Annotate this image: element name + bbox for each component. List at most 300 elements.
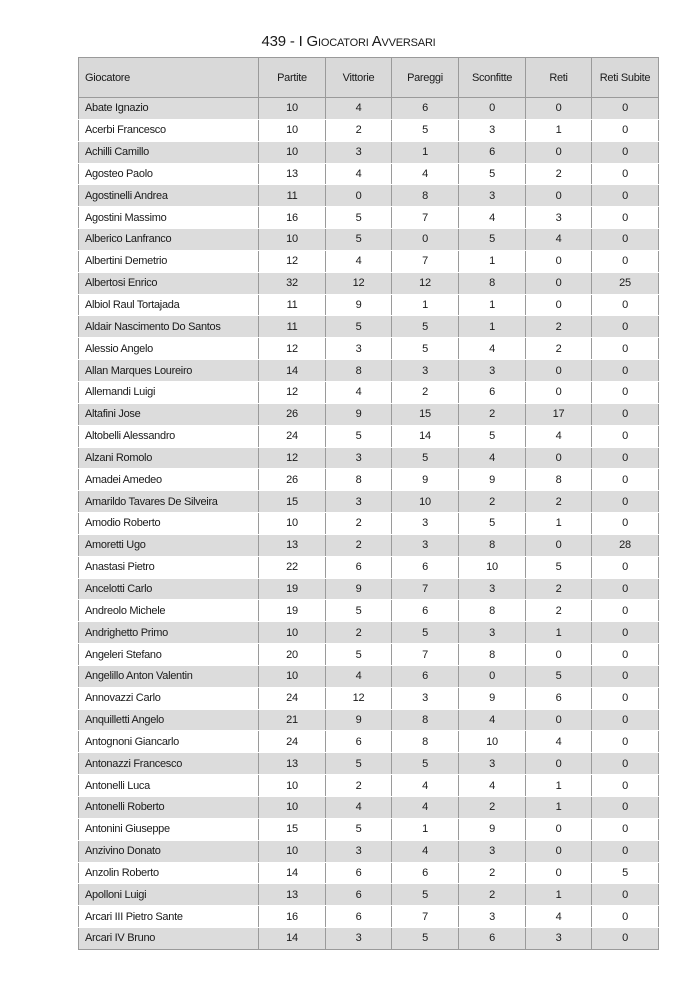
partite-cell: 11 bbox=[259, 316, 326, 338]
pareggi-cell: 7 bbox=[392, 644, 459, 666]
reti-subite-cell: 0 bbox=[592, 163, 659, 185]
partite-cell: 15 bbox=[259, 818, 326, 840]
partite-cell: 13 bbox=[259, 753, 326, 775]
pareggi-cell: 5 bbox=[392, 316, 459, 338]
sconfitte-cell: 2 bbox=[459, 862, 526, 884]
table-row bbox=[79, 862, 659, 884]
pareggi-cell: 3 bbox=[392, 534, 459, 556]
partite-cell: 14 bbox=[259, 360, 326, 382]
sconfitte-cell: 5 bbox=[459, 513, 526, 535]
table-row bbox=[79, 928, 659, 950]
pareggi-cell: 5 bbox=[392, 884, 459, 906]
reti-cell: 0 bbox=[526, 294, 592, 316]
vittorie-cell: 9 bbox=[326, 403, 392, 425]
reti-cell: 6 bbox=[526, 687, 592, 709]
reti-cell: 1 bbox=[526, 884, 592, 906]
vittorie-cell: 3 bbox=[326, 141, 392, 163]
vittorie-cell: 5 bbox=[326, 644, 392, 666]
table-row bbox=[79, 797, 659, 819]
column-header-reti-subite: Reti Subite bbox=[592, 58, 659, 98]
reti-subite-cell: 0 bbox=[592, 381, 659, 403]
sconfitte-cell: 10 bbox=[459, 556, 526, 578]
partite-cell: 10 bbox=[259, 119, 326, 141]
sconfitte-cell: 4 bbox=[459, 775, 526, 797]
table-row bbox=[79, 250, 659, 272]
vittorie-cell: 6 bbox=[326, 884, 392, 906]
vittorie-cell: 6 bbox=[326, 556, 392, 578]
vittorie-cell: 4 bbox=[326, 665, 392, 687]
sconfitte-cell: 1 bbox=[459, 250, 526, 272]
player-name-cell: Antonelli Luca bbox=[79, 775, 259, 797]
pareggi-cell: 5 bbox=[392, 338, 459, 360]
table-row bbox=[79, 709, 659, 731]
partite-cell: 10 bbox=[259, 775, 326, 797]
partite-cell: 16 bbox=[259, 906, 326, 928]
reti-cell: 1 bbox=[526, 513, 592, 535]
partite-cell: 12 bbox=[259, 250, 326, 272]
partite-cell: 19 bbox=[259, 600, 326, 622]
player-name-cell: Amodio Roberto bbox=[79, 513, 259, 535]
pareggi-cell: 4 bbox=[392, 775, 459, 797]
sconfitte-cell: 1 bbox=[459, 316, 526, 338]
partite-cell: 24 bbox=[259, 731, 326, 753]
reti-subite-cell: 0 bbox=[592, 98, 659, 120]
sconfitte-cell: 8 bbox=[459, 272, 526, 294]
page-number: 439 bbox=[261, 33, 286, 50]
player-name-cell: Alessio Angelo bbox=[79, 338, 259, 360]
reti-cell: 1 bbox=[526, 775, 592, 797]
sconfitte-cell: 3 bbox=[459, 753, 526, 775]
reti-cell: 5 bbox=[526, 556, 592, 578]
partite-cell: 10 bbox=[259, 840, 326, 862]
reti-cell: 2 bbox=[526, 163, 592, 185]
partite-cell: 13 bbox=[259, 163, 326, 185]
table-row bbox=[79, 141, 659, 163]
sconfitte-cell: 3 bbox=[459, 622, 526, 644]
reti-cell: 4 bbox=[526, 425, 592, 447]
reti-subite-cell: 0 bbox=[592, 185, 659, 207]
pareggi-cell: 7 bbox=[392, 578, 459, 600]
player-name-cell: Amadei Amedeo bbox=[79, 469, 259, 491]
reti-cell: 1 bbox=[526, 797, 592, 819]
sconfitte-cell: 4 bbox=[459, 447, 526, 469]
partite-cell: 10 bbox=[259, 665, 326, 687]
sconfitte-cell: 3 bbox=[459, 578, 526, 600]
sconfitte-cell: 3 bbox=[459, 119, 526, 141]
reti-cell: 0 bbox=[526, 381, 592, 403]
vittorie-cell: 12 bbox=[326, 687, 392, 709]
vittorie-cell: 4 bbox=[326, 98, 392, 120]
partite-cell: 14 bbox=[259, 862, 326, 884]
partite-cell: 13 bbox=[259, 534, 326, 556]
player-name-cell: Anquilletti Angelo bbox=[79, 709, 259, 731]
sconfitte-cell: 9 bbox=[459, 469, 526, 491]
partite-cell: 12 bbox=[259, 381, 326, 403]
table-row bbox=[79, 403, 659, 425]
vittorie-cell: 6 bbox=[326, 862, 392, 884]
pareggi-cell: 5 bbox=[392, 447, 459, 469]
reti-subite-cell: 0 bbox=[592, 207, 659, 229]
sconfitte-cell: 3 bbox=[459, 185, 526, 207]
vittorie-cell: 5 bbox=[326, 316, 392, 338]
pareggi-cell: 3 bbox=[392, 360, 459, 382]
pareggi-cell: 2 bbox=[392, 381, 459, 403]
sconfitte-cell: 6 bbox=[459, 381, 526, 403]
reti-subite-cell: 0 bbox=[592, 141, 659, 163]
pareggi-cell: 15 bbox=[392, 403, 459, 425]
reti-subite-cell: 0 bbox=[592, 600, 659, 622]
reti-subite-cell: 0 bbox=[592, 250, 659, 272]
table-row bbox=[79, 207, 659, 229]
player-name-cell: Anzivino Donato bbox=[79, 840, 259, 862]
reti-subite-cell: 0 bbox=[592, 229, 659, 251]
partite-cell: 19 bbox=[259, 578, 326, 600]
pareggi-cell: 7 bbox=[392, 250, 459, 272]
table-row bbox=[79, 381, 659, 403]
vittorie-cell: 3 bbox=[326, 491, 392, 513]
reti-cell: 0 bbox=[526, 644, 592, 666]
partite-cell: 22 bbox=[259, 556, 326, 578]
column-header-reti: Reti bbox=[526, 58, 592, 98]
vittorie-cell: 5 bbox=[326, 753, 392, 775]
table-row bbox=[79, 818, 659, 840]
vittorie-cell: 5 bbox=[326, 425, 392, 447]
partite-cell: 26 bbox=[259, 403, 326, 425]
pareggi-cell: 7 bbox=[392, 207, 459, 229]
reti-subite-cell: 5 bbox=[592, 862, 659, 884]
table-row bbox=[79, 906, 659, 928]
reti-subite-cell: 0 bbox=[592, 753, 659, 775]
reti-cell: 2 bbox=[526, 578, 592, 600]
sconfitte-cell: 4 bbox=[459, 338, 526, 360]
partite-cell: 10 bbox=[259, 98, 326, 120]
section-title: I Giocatori Avversari bbox=[298, 33, 436, 50]
page-title bbox=[0, 33, 697, 50]
player-name-cell: Acerbi Francesco bbox=[79, 119, 259, 141]
table-row bbox=[79, 687, 659, 709]
sconfitte-cell: 1 bbox=[459, 294, 526, 316]
table-row bbox=[79, 425, 659, 447]
partite-cell: 15 bbox=[259, 491, 326, 513]
player-name-cell: Agosteo Paolo bbox=[79, 163, 259, 185]
reti-subite-cell: 0 bbox=[592, 447, 659, 469]
reti-subite-cell: 0 bbox=[592, 403, 659, 425]
table-row bbox=[79, 578, 659, 600]
table-row bbox=[79, 185, 659, 207]
player-name-cell: Allan Marques Loureiro bbox=[79, 360, 259, 382]
column-header-giocatore: Giocatore bbox=[79, 58, 259, 98]
sconfitte-cell: 8 bbox=[459, 644, 526, 666]
vittorie-cell: 8 bbox=[326, 360, 392, 382]
player-name-cell: Angeleri Stefano bbox=[79, 644, 259, 666]
sconfitte-cell: 3 bbox=[459, 360, 526, 382]
player-name-cell: Antognoni Giancarlo bbox=[79, 731, 259, 753]
reti-cell: 5 bbox=[526, 665, 592, 687]
vittorie-cell: 5 bbox=[326, 207, 392, 229]
column-header-vittorie: Vittorie bbox=[326, 58, 392, 98]
table-row bbox=[79, 731, 659, 753]
vittorie-cell: 4 bbox=[326, 163, 392, 185]
reti-cell: 0 bbox=[526, 98, 592, 120]
table-row bbox=[79, 229, 659, 251]
partite-cell: 26 bbox=[259, 469, 326, 491]
reti-cell: 0 bbox=[526, 709, 592, 731]
reti-subite-cell: 25 bbox=[592, 272, 659, 294]
partite-cell: 10 bbox=[259, 513, 326, 535]
reti-cell: 1 bbox=[526, 622, 592, 644]
player-name-cell: Apolloni Luigi bbox=[79, 884, 259, 906]
table-row bbox=[79, 469, 659, 491]
reti-subite-cell: 0 bbox=[592, 928, 659, 950]
table-body bbox=[79, 98, 659, 950]
vittorie-cell: 3 bbox=[326, 840, 392, 862]
table-row bbox=[79, 119, 659, 141]
reti-subite-cell: 0 bbox=[592, 775, 659, 797]
table-row bbox=[79, 338, 659, 360]
pareggi-cell: 8 bbox=[392, 709, 459, 731]
reti-cell: 4 bbox=[526, 229, 592, 251]
pareggi-cell: 1 bbox=[392, 294, 459, 316]
reti-cell: 0 bbox=[526, 818, 592, 840]
reti-subite-cell: 0 bbox=[592, 665, 659, 687]
vittorie-cell: 2 bbox=[326, 622, 392, 644]
pareggi-cell: 6 bbox=[392, 98, 459, 120]
sconfitte-cell: 8 bbox=[459, 534, 526, 556]
player-name-cell: Albertini Demetrio bbox=[79, 250, 259, 272]
column-header-pareggi: Pareggi bbox=[392, 58, 459, 98]
sconfitte-cell: 10 bbox=[459, 731, 526, 753]
reti-cell: 2 bbox=[526, 491, 592, 513]
player-name-cell: Andrighetto Primo bbox=[79, 622, 259, 644]
reti-cell: 0 bbox=[526, 447, 592, 469]
reti-subite-cell: 0 bbox=[592, 513, 659, 535]
sconfitte-cell: 4 bbox=[459, 709, 526, 731]
reti-cell: 4 bbox=[526, 906, 592, 928]
reti-subite-cell: 0 bbox=[592, 687, 659, 709]
pareggi-cell: 3 bbox=[392, 513, 459, 535]
sconfitte-cell: 8 bbox=[459, 600, 526, 622]
pareggi-cell: 4 bbox=[392, 797, 459, 819]
vittorie-cell: 9 bbox=[326, 709, 392, 731]
partite-cell: 13 bbox=[259, 884, 326, 906]
partite-cell: 24 bbox=[259, 425, 326, 447]
player-name-cell: Allemandi Luigi bbox=[79, 381, 259, 403]
partite-cell: 10 bbox=[259, 622, 326, 644]
player-name-cell: Alzani Romolo bbox=[79, 447, 259, 469]
pareggi-cell: 6 bbox=[392, 556, 459, 578]
vittorie-cell: 3 bbox=[326, 447, 392, 469]
sconfitte-cell: 9 bbox=[459, 818, 526, 840]
reti-subite-cell: 0 bbox=[592, 644, 659, 666]
player-name-cell: Arcari III Pietro Sante bbox=[79, 906, 259, 928]
header-row bbox=[79, 58, 659, 98]
sconfitte-cell: 2 bbox=[459, 884, 526, 906]
player-name-cell: Albertosi Enrico bbox=[79, 272, 259, 294]
table-row bbox=[79, 884, 659, 906]
reti-subite-cell: 28 bbox=[592, 534, 659, 556]
sconfitte-cell: 2 bbox=[459, 491, 526, 513]
pareggi-cell: 14 bbox=[392, 425, 459, 447]
reti-subite-cell: 0 bbox=[592, 316, 659, 338]
player-name-cell: Albiol Raul Tortajada bbox=[79, 294, 259, 316]
pareggi-cell: 6 bbox=[392, 600, 459, 622]
table-row bbox=[79, 753, 659, 775]
partite-cell: 24 bbox=[259, 687, 326, 709]
sconfitte-cell: 3 bbox=[459, 906, 526, 928]
pareggi-cell: 1 bbox=[392, 141, 459, 163]
sconfitte-cell: 0 bbox=[459, 665, 526, 687]
vittorie-cell: 2 bbox=[326, 513, 392, 535]
sconfitte-cell: 5 bbox=[459, 163, 526, 185]
player-name-cell: Agostinelli Andrea bbox=[79, 185, 259, 207]
pareggi-cell: 3 bbox=[392, 687, 459, 709]
reti-cell: 0 bbox=[526, 862, 592, 884]
reti-subite-cell: 0 bbox=[592, 709, 659, 731]
partite-cell: 16 bbox=[259, 207, 326, 229]
reti-subite-cell: 0 bbox=[592, 884, 659, 906]
pareggi-cell: 7 bbox=[392, 906, 459, 928]
player-name-cell: Anastasi Pietro bbox=[79, 556, 259, 578]
reti-cell: 2 bbox=[526, 316, 592, 338]
player-name-cell: Antonini Giuseppe bbox=[79, 818, 259, 840]
reti-subite-cell: 0 bbox=[592, 338, 659, 360]
partite-cell: 11 bbox=[259, 294, 326, 316]
sconfitte-cell: 5 bbox=[459, 425, 526, 447]
table-row bbox=[79, 622, 659, 644]
reti-cell: 2 bbox=[526, 600, 592, 622]
table-header bbox=[79, 58, 659, 98]
vittorie-cell: 4 bbox=[326, 381, 392, 403]
reti-subite-cell: 0 bbox=[592, 578, 659, 600]
table-row bbox=[79, 316, 659, 338]
sconfitte-cell: 2 bbox=[459, 403, 526, 425]
reti-subite-cell: 0 bbox=[592, 818, 659, 840]
reti-subite-cell: 0 bbox=[592, 425, 659, 447]
title-separator: - bbox=[285, 33, 299, 50]
vittorie-cell: 6 bbox=[326, 731, 392, 753]
table-row bbox=[79, 294, 659, 316]
pareggi-cell: 5 bbox=[392, 622, 459, 644]
reti-cell: 0 bbox=[526, 185, 592, 207]
table-row bbox=[79, 556, 659, 578]
reti-subite-cell: 0 bbox=[592, 906, 659, 928]
partite-cell: 14 bbox=[259, 928, 326, 950]
reti-cell: 1 bbox=[526, 119, 592, 141]
partite-cell: 32 bbox=[259, 272, 326, 294]
pareggi-cell: 1 bbox=[392, 818, 459, 840]
sconfitte-cell: 0 bbox=[459, 98, 526, 120]
player-name-cell: Angelillo Anton Valentin bbox=[79, 665, 259, 687]
vittorie-cell: 8 bbox=[326, 469, 392, 491]
player-name-cell: Arcari IV Bruno bbox=[79, 928, 259, 950]
vittorie-cell: 2 bbox=[326, 119, 392, 141]
sconfitte-cell: 5 bbox=[459, 229, 526, 251]
vittorie-cell: 6 bbox=[326, 906, 392, 928]
player-name-cell: Abate Ignazio bbox=[79, 98, 259, 120]
table-row bbox=[79, 665, 659, 687]
reti-cell: 0 bbox=[526, 840, 592, 862]
reti-subite-cell: 0 bbox=[592, 556, 659, 578]
reti-subite-cell: 0 bbox=[592, 731, 659, 753]
pareggi-cell: 0 bbox=[392, 229, 459, 251]
vittorie-cell: 5 bbox=[326, 600, 392, 622]
partite-cell: 20 bbox=[259, 644, 326, 666]
reti-cell: 3 bbox=[526, 207, 592, 229]
reti-cell: 2 bbox=[526, 338, 592, 360]
sconfitte-cell: 3 bbox=[459, 840, 526, 862]
partite-cell: 10 bbox=[259, 797, 326, 819]
reti-cell: 0 bbox=[526, 272, 592, 294]
pareggi-cell: 5 bbox=[392, 753, 459, 775]
table-row bbox=[79, 447, 659, 469]
partite-cell: 21 bbox=[259, 709, 326, 731]
vittorie-cell: 2 bbox=[326, 534, 392, 556]
reti-cell: 8 bbox=[526, 469, 592, 491]
player-name-cell: Achilli Camillo bbox=[79, 141, 259, 163]
column-header-partite: Partite bbox=[259, 58, 326, 98]
vittorie-cell: 9 bbox=[326, 578, 392, 600]
table-row bbox=[79, 513, 659, 535]
vittorie-cell: 3 bbox=[326, 928, 392, 950]
table-row bbox=[79, 775, 659, 797]
reti-cell: 0 bbox=[526, 250, 592, 272]
sconfitte-cell: 6 bbox=[459, 928, 526, 950]
vittorie-cell: 3 bbox=[326, 338, 392, 360]
vittorie-cell: 9 bbox=[326, 294, 392, 316]
vittorie-cell: 0 bbox=[326, 185, 392, 207]
table-row bbox=[79, 491, 659, 513]
table-row bbox=[79, 98, 659, 120]
player-name-cell: Antonazzi Francesco bbox=[79, 753, 259, 775]
table-row bbox=[79, 534, 659, 556]
player-name-cell: Anzolin Roberto bbox=[79, 862, 259, 884]
player-name-cell: Ancelotti Carlo bbox=[79, 578, 259, 600]
table-row bbox=[79, 163, 659, 185]
pareggi-cell: 6 bbox=[392, 665, 459, 687]
player-name-cell: Andreolo Michele bbox=[79, 600, 259, 622]
player-name-cell: Altobelli Alessandro bbox=[79, 425, 259, 447]
sconfitte-cell: 4 bbox=[459, 207, 526, 229]
pareggi-cell: 8 bbox=[392, 731, 459, 753]
player-name-cell: Altafini Jose bbox=[79, 403, 259, 425]
sconfitte-cell: 2 bbox=[459, 797, 526, 819]
reti-subite-cell: 0 bbox=[592, 840, 659, 862]
player-name-cell: Alberico Lanfranco bbox=[79, 229, 259, 251]
player-name-cell: Annovazzi Carlo bbox=[79, 687, 259, 709]
pareggi-cell: 4 bbox=[392, 840, 459, 862]
reti-subite-cell: 0 bbox=[592, 491, 659, 513]
pareggi-cell: 5 bbox=[392, 928, 459, 950]
pareggi-cell: 5 bbox=[392, 119, 459, 141]
reti-subite-cell: 0 bbox=[592, 622, 659, 644]
reti-cell: 17 bbox=[526, 403, 592, 425]
pareggi-cell: 8 bbox=[392, 185, 459, 207]
vittorie-cell: 12 bbox=[326, 272, 392, 294]
vittorie-cell: 4 bbox=[326, 250, 392, 272]
table-row bbox=[79, 840, 659, 862]
reti-subite-cell: 0 bbox=[592, 469, 659, 491]
pareggi-cell: 4 bbox=[392, 163, 459, 185]
table-row bbox=[79, 600, 659, 622]
reti-cell: 4 bbox=[526, 731, 592, 753]
player-name-cell: Amoretti Ugo bbox=[79, 534, 259, 556]
sconfitte-cell: 6 bbox=[459, 141, 526, 163]
reti-subite-cell: 0 bbox=[592, 360, 659, 382]
player-name-cell: Agostini Massimo bbox=[79, 207, 259, 229]
player-name-cell: Antonelli Roberto bbox=[79, 797, 259, 819]
partite-cell: 10 bbox=[259, 141, 326, 163]
reti-cell: 0 bbox=[526, 360, 592, 382]
